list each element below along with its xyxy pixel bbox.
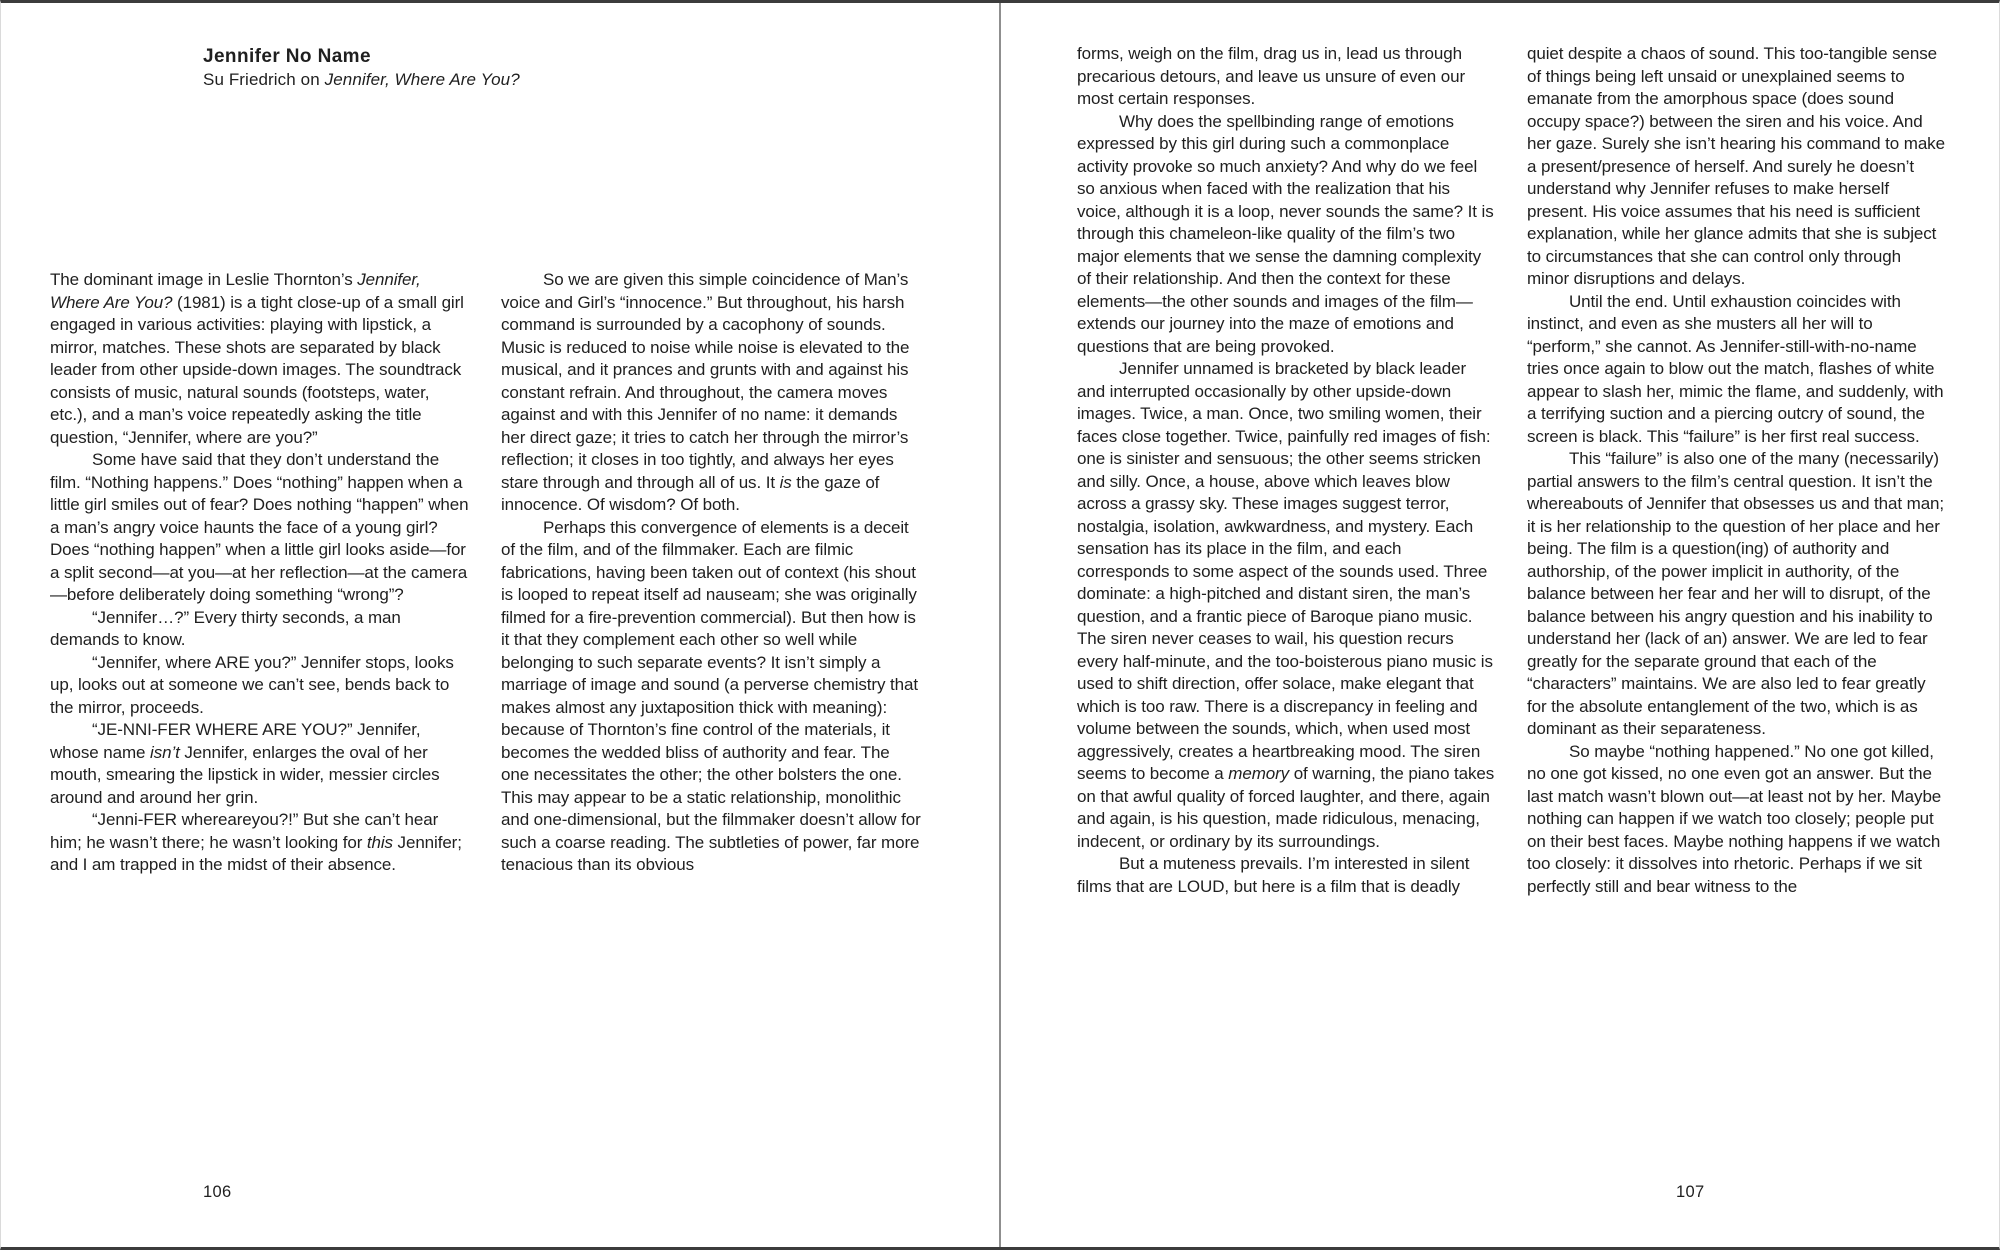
subtitle-byline: Su Friedrich on — [203, 70, 325, 89]
paragraph: “Jennifer, where ARE you?” Jennifer stops, looks up, looks out at someone we can’t see, bends back to the mirror, proceeds. — [50, 652, 454, 717]
text-column-right-2 — [1527, 43, 1947, 898]
paragraph: “Jenni-FER whereareyou?!” But she can’t hear him; he wasn’t there; he wasn’t looking for this Jennifer; and I am trapped in the midst of their absence. — [50, 810, 462, 874]
paragraph: Perhaps this convergence of elements is a deceit of the film, and of the filmmaker. Each are filmic fabrications, having been taken out of context (his shout is looped to repeat itself ad nauseam; she was originally filmed for a fire-prevention commercial). But then how is it that they complement each other so well while belonging to such separate events? It isn’t simply a marriage of image and sound (a perverse chemistry that makes almost any juxtaposition thick with meaning): because of Thornton’s fine control of the materials, it becomes the wedded bliss of authority and fear. The one necessitates the other; the other bolsters the one. This may appear to be a static relationship, monolithic and one-dimensional, but the filmmaker doesn’t allow for such a coarse reading. The subtleties of power, far more tenacious than its obvious — [501, 517, 921, 874]
page-number-right: 107 — [1676, 1183, 1705, 1201]
paragraph: The dominant image in Leslie Thornton’s Jennifer, Where Are You? (1981) is a tight close-up of a small girl engaged in various activities: playing with lipstick, a mirror, matches. These shots are separated by black leader from other upside-down images. The soundtrack consists of music, natural sounds (footsteps, water, etc.), and a man’s voice repeatedly asking the title question, “Jennifer, where are you?” — [50, 270, 464, 447]
paragraph: This “failure” is also one of the many (necessarily) partial answers to the film’s central question. It isn’t the whereabouts of Jennifer that obsesses us and that man; it is her relationship to the question of her place and her being. The film is a question(ing) of authority and authorship, of the power implicit in authority, of the balance between her fear and her will to disrupt, of the balance between his angry question and his inability to understand her (lack of an) answer. We are led to fear greatly for the separate ground that each of the “characters” maintains. We are also led to fear greatly for the absolute entanglement of the two, which is as dominant as their separateness. — [1527, 449, 1945, 738]
paragraph: So maybe “nothing happened.” No one got killed, no one got kissed, no one even got an answer. But the last match wasn’t blown out—at least not by her. Maybe nothing can happen if we watch too closely; people put on their best faces. Maybe nothing happens if we watch too closely: it dissolves into rhetoric. Perhaps if we sit perfectly still and bear witness to the — [1527, 741, 1942, 896]
paragraph: “JE-NNI-FER WHERE ARE YOU?” Jennifer, whose name isn’t Jennifer, enlarges the oval of her mouth, smearing the lipstick in wider, messier circles around and around her grin. — [50, 720, 440, 807]
paragraph: “Jennifer…?” Every thirty seconds, a man demands to know. — [50, 607, 401, 649]
paragraph: Some have said that they don’t understand the film. “Nothing happens.” Does “nothing” happen when a little girl smiles out of fear? Does nothing “happen” when a man’s angry voice haunts the face of a young girl? Does “nothing happen” when a little girl looks aside—for a split second—at you—at her reflection—at the camera—before deliberately doing something “wrong”? — [50, 450, 469, 604]
paragraph: Jennifer unnamed is bracketed by black leader and interrupted occasionally by other upside-down images. Twice, a man. Once, two smiling women, their faces close together. Twice, painfully red images of fish: one is sinister and sensuous; the other seems stricken and silly. Once, a house, above which leaves blow across a grassy sky. These images suggest terror, nostalgia, isolation, awkwardness, and mystery. Each sensation has its place in the film, and each corresponds to some aspect of the sounds used. Three dominate: a high-pitched and distant siren, the man’s question, and a frantic piece of Baroque piano music. The siren never ceases to wail, his question recurs every half-minute, and the too-boisterous piano music is used to shift direction, offer solace, make elegant that which is too raw. There is a discrepancy in feeling and volume between the sounds, which, when used most aggressively, creates a heartbreaking mood. The siren seems to become a memory of warning, the piano takes on that awful quality of forced laughter, and there, again and again, is his question, made ridiculous, menacing, indecent, or ordinary by its surroundings. — [1077, 359, 1495, 851]
article-title: Jennifer No Name — [203, 46, 371, 67]
page-divider — [999, 3, 1001, 1247]
paragraph: Until the end. Until exhaustion coincides with instinct, and even as she musters all her will to “perform,” she cannot. As Jennifer-still-with-no-name tries once again to blow out the match, flashes of white appear to slash her, mimic the flame, and suddenly, with a terrifying suction and a piercing outcry of sound, the screen is black. This “failure” is her first real success. — [1527, 291, 1944, 446]
paragraph: Why does the spellbinding range of emotions expressed by this girl during such a commonplace activity provoke so much anxiety? And why do we feel so anxious when faced with the realization that his voice, although it is a loop, never sounds the same? It is through this chameleon-like quality of the film’s two major elements that we sense the damning complexity of their relationship. And then the context for these elements—the other sounds and images of the film—extends our journey into the maze of emotions and questions that are being provoked. — [1077, 111, 1494, 356]
text-column-right-1 — [1077, 43, 1497, 898]
page-number-left: 106 — [203, 1183, 232, 1201]
subtitle-film-title: Jennifer, Where Are You? — [324, 70, 520, 89]
paragraph: quiet despite a chaos of sound. This too-tangible sense of things being left unsaid or unexplained seems to emanate from the amorphous space (does sound occupy space?) between the siren and his voice. And her gaze. Surely she isn’t hearing his command to make a present/presence of herself. And surely he doesn’t understand why Jennifer refuses to make herself present. His voice assumes that his need is sufficient explanation, while her glance admits that she is subject to circumstances that she can control only through minor disruptions and delays. — [1527, 44, 1945, 288]
paragraph: But a muteness prevails. I’m interested in silent films that are LOUD, but here is a film that is deadly — [1077, 854, 1470, 896]
paragraph: forms, weigh on the film, drag us in, lead us through precarious detours, and leave us unsure of even our most certain responses. — [1077, 44, 1466, 108]
paragraph: So we are given this simple coincidence of Man’s voice and Girl’s “innocence.” But throughout, his harsh command is surrounded by a cacophony of sounds. Music is reduced to noise while noise is elevated to the musical, and it prances and grunts with and against his constant refrain. And throughout, the camera moves against and with this Jennifer of no name: it demands her direct gaze; it tries to catch her through the mirror’s reflection; it closes in too tightly, and always her eyes stare through and through all of us. It is the gaze of innocence. Of wisdom? Of both. — [501, 270, 910, 514]
